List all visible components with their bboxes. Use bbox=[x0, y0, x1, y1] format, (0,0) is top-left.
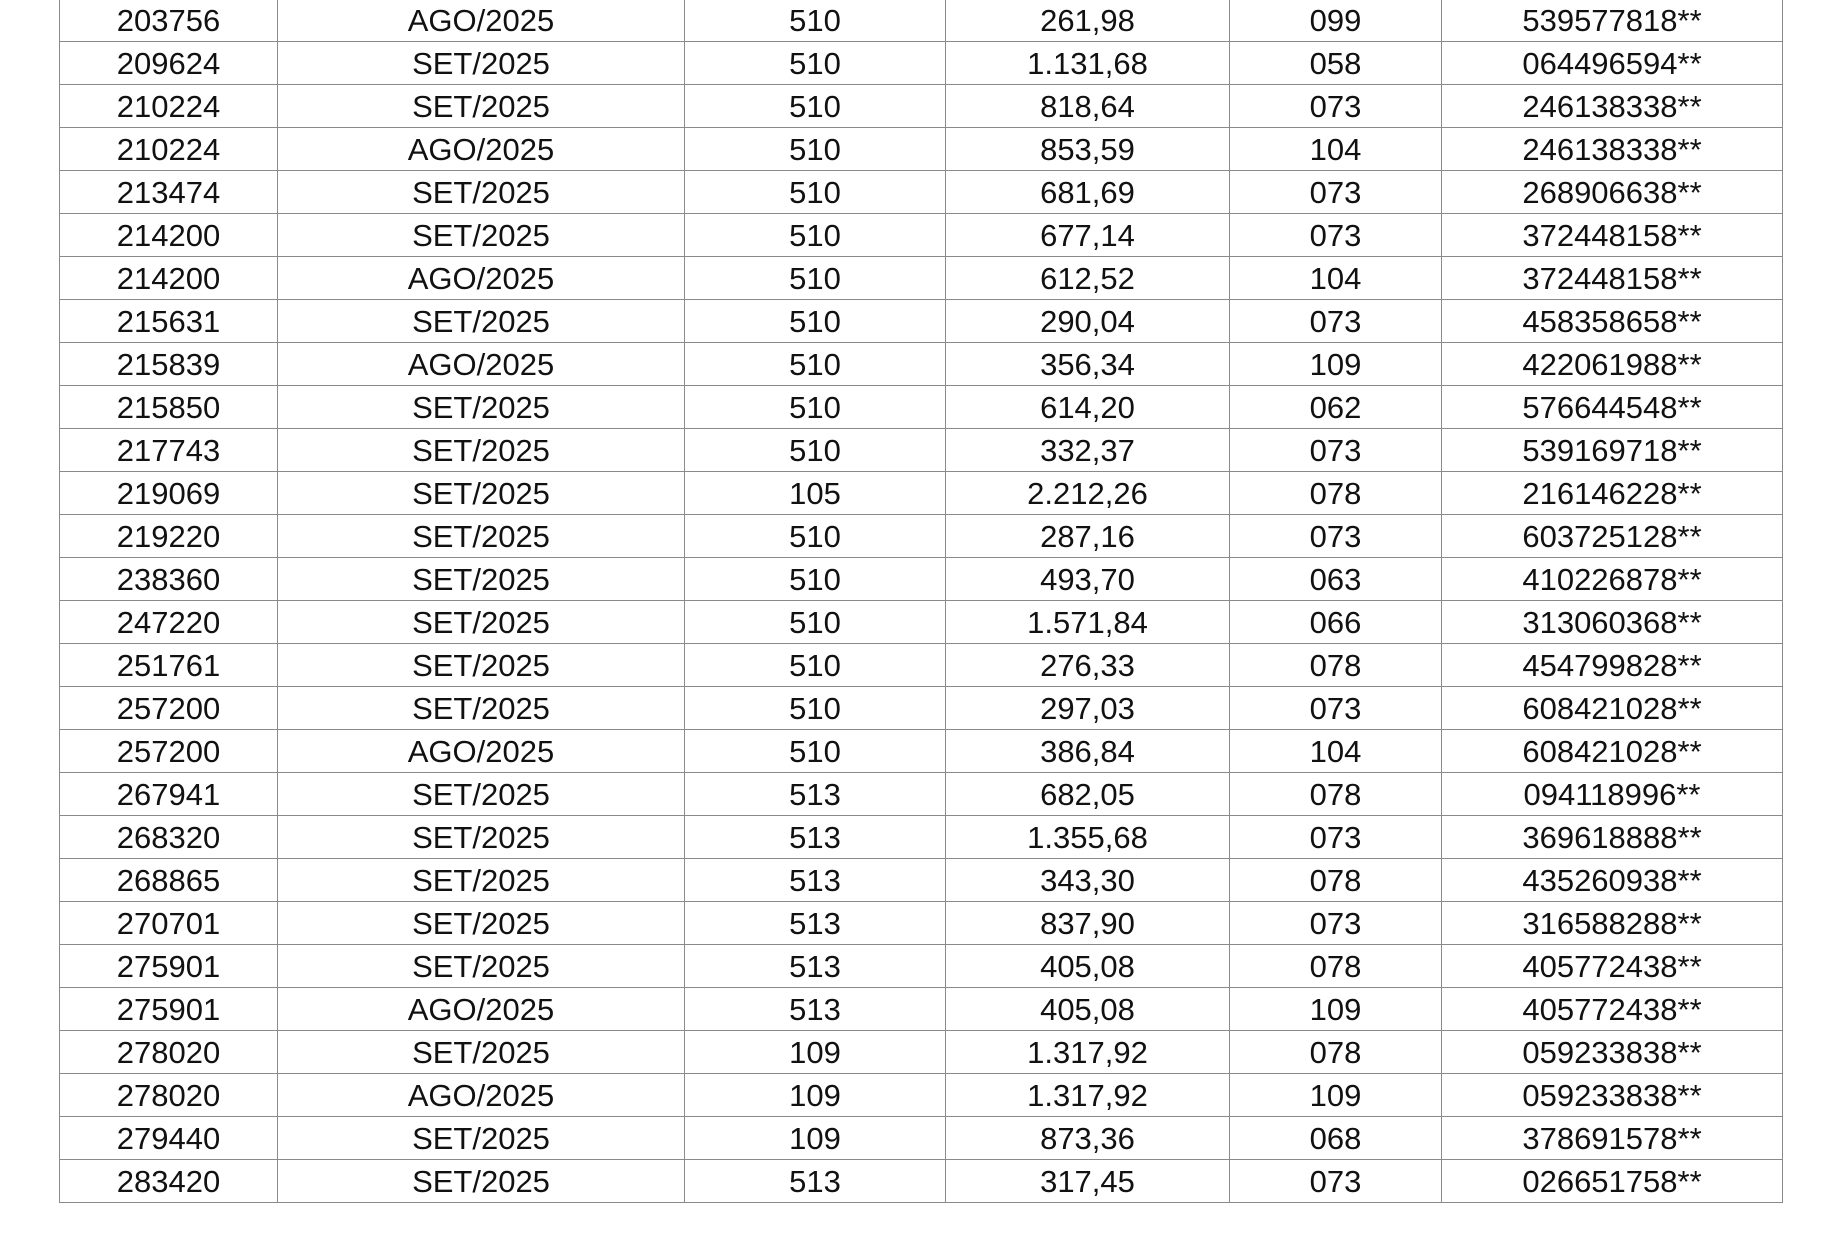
period-cell: SET/2025 bbox=[278, 687, 685, 730]
period-cell: AGO/2025 bbox=[278, 128, 685, 171]
period-cell: SET/2025 bbox=[278, 386, 685, 429]
masked-doc-cell: 410226878** bbox=[1442, 558, 1783, 601]
code-cell: 109 bbox=[685, 1117, 946, 1160]
code-cell: 513 bbox=[685, 902, 946, 945]
id-cell: 283420 bbox=[60, 1160, 278, 1203]
masked-doc-cell: 246138338** bbox=[1442, 85, 1783, 128]
number-cell: 073 bbox=[1230, 429, 1442, 472]
id-cell: 257200 bbox=[60, 730, 278, 773]
number-cell: 109 bbox=[1230, 1074, 1442, 1117]
table-row bbox=[60, 472, 1783, 515]
amount-cell: 493,70 bbox=[946, 558, 1230, 601]
number-cell: 063 bbox=[1230, 558, 1442, 601]
masked-doc-cell: 608421028** bbox=[1442, 730, 1783, 773]
number-cell: 104 bbox=[1230, 128, 1442, 171]
code-cell: 510 bbox=[685, 386, 946, 429]
code-cell: 510 bbox=[685, 85, 946, 128]
id-cell: 267941 bbox=[60, 773, 278, 816]
table-row bbox=[60, 386, 1783, 429]
table-row bbox=[60, 601, 1783, 644]
code-cell: 510 bbox=[685, 687, 946, 730]
code-cell: 510 bbox=[685, 730, 946, 773]
code-cell: 510 bbox=[685, 42, 946, 85]
number-cell: 073 bbox=[1230, 214, 1442, 257]
table-row bbox=[60, 42, 1783, 85]
number-cell: 104 bbox=[1230, 730, 1442, 773]
number-cell: 062 bbox=[1230, 386, 1442, 429]
number-cell: 073 bbox=[1230, 902, 1442, 945]
id-cell: 209624 bbox=[60, 42, 278, 85]
table-row bbox=[60, 1031, 1783, 1074]
period-cell: SET/2025 bbox=[278, 558, 685, 601]
masked-doc-cell: 246138338** bbox=[1442, 128, 1783, 171]
table-row bbox=[60, 0, 1783, 42]
amount-cell: 287,16 bbox=[946, 515, 1230, 558]
id-cell: 247220 bbox=[60, 601, 278, 644]
masked-doc-cell: 059233838** bbox=[1442, 1074, 1783, 1117]
period-cell: SET/2025 bbox=[278, 1117, 685, 1160]
code-cell: 513 bbox=[685, 988, 946, 1031]
masked-doc-cell: 435260938** bbox=[1442, 859, 1783, 902]
id-cell: 217743 bbox=[60, 429, 278, 472]
masked-doc-cell: 372448158** bbox=[1442, 257, 1783, 300]
period-cell: SET/2025 bbox=[278, 300, 685, 343]
table-row bbox=[60, 773, 1783, 816]
amount-cell: 405,08 bbox=[946, 988, 1230, 1031]
number-cell: 078 bbox=[1230, 859, 1442, 902]
table-row bbox=[60, 644, 1783, 687]
code-cell: 510 bbox=[685, 257, 946, 300]
id-cell: 278020 bbox=[60, 1074, 278, 1117]
code-cell: 109 bbox=[685, 1074, 946, 1117]
period-cell: SET/2025 bbox=[278, 902, 685, 945]
masked-doc-cell: 313060368** bbox=[1442, 601, 1783, 644]
code-cell: 513 bbox=[685, 859, 946, 902]
period-cell: AGO/2025 bbox=[278, 257, 685, 300]
period-cell: SET/2025 bbox=[278, 85, 685, 128]
amount-cell: 297,03 bbox=[946, 687, 1230, 730]
id-cell: 215839 bbox=[60, 343, 278, 386]
amount-cell: 276,33 bbox=[946, 644, 1230, 687]
masked-doc-cell: 059233838** bbox=[1442, 1031, 1783, 1074]
id-cell: 279440 bbox=[60, 1117, 278, 1160]
amount-cell: 1.317,92 bbox=[946, 1074, 1230, 1117]
id-cell: 210224 bbox=[60, 128, 278, 171]
masked-doc-cell: 405772438** bbox=[1442, 988, 1783, 1031]
amount-cell: 1.131,68 bbox=[946, 42, 1230, 85]
number-cell: 073 bbox=[1230, 1160, 1442, 1203]
code-cell: 510 bbox=[685, 601, 946, 644]
period-cell: AGO/2025 bbox=[278, 1074, 685, 1117]
id-cell: 210224 bbox=[60, 85, 278, 128]
id-cell: 219220 bbox=[60, 515, 278, 558]
amount-cell: 1.571,84 bbox=[946, 601, 1230, 644]
id-cell: 275901 bbox=[60, 988, 278, 1031]
masked-doc-cell: 422061988** bbox=[1442, 343, 1783, 386]
period-cell: AGO/2025 bbox=[278, 0, 685, 42]
masked-doc-cell: 378691578** bbox=[1442, 1117, 1783, 1160]
id-cell: 270701 bbox=[60, 902, 278, 945]
period-cell: AGO/2025 bbox=[278, 988, 685, 1031]
code-cell: 513 bbox=[685, 945, 946, 988]
code-cell: 510 bbox=[685, 429, 946, 472]
period-cell: SET/2025 bbox=[278, 42, 685, 85]
number-cell: 078 bbox=[1230, 472, 1442, 515]
table-row bbox=[60, 429, 1783, 472]
masked-doc-cell: 608421028** bbox=[1442, 687, 1783, 730]
id-cell: 278020 bbox=[60, 1031, 278, 1074]
masked-doc-cell: 316588288** bbox=[1442, 902, 1783, 945]
table-row bbox=[60, 988, 1783, 1031]
id-cell: 251761 bbox=[60, 644, 278, 687]
amount-cell: 356,34 bbox=[946, 343, 1230, 386]
amount-cell: 677,14 bbox=[946, 214, 1230, 257]
masked-doc-cell: 539577818** bbox=[1442, 0, 1783, 42]
period-cell: SET/2025 bbox=[278, 644, 685, 687]
records-table bbox=[59, 0, 1783, 1203]
amount-cell: 261,98 bbox=[946, 0, 1230, 42]
number-cell: 073 bbox=[1230, 171, 1442, 214]
amount-cell: 2.212,26 bbox=[946, 472, 1230, 515]
code-cell: 510 bbox=[685, 0, 946, 42]
period-cell: SET/2025 bbox=[278, 816, 685, 859]
id-cell: 257200 bbox=[60, 687, 278, 730]
amount-cell: 612,52 bbox=[946, 257, 1230, 300]
masked-doc-cell: 405772438** bbox=[1442, 945, 1783, 988]
table-row bbox=[60, 945, 1783, 988]
masked-doc-cell: 094118996** bbox=[1442, 773, 1783, 816]
masked-doc-cell: 216146228** bbox=[1442, 472, 1783, 515]
amount-cell: 681,69 bbox=[946, 171, 1230, 214]
number-cell: 078 bbox=[1230, 773, 1442, 816]
amount-cell: 837,90 bbox=[946, 902, 1230, 945]
masked-doc-cell: 458358658** bbox=[1442, 300, 1783, 343]
id-cell: 268320 bbox=[60, 816, 278, 859]
masked-doc-cell: 372448158** bbox=[1442, 214, 1783, 257]
table-row bbox=[60, 1117, 1783, 1160]
masked-doc-cell: 454799828** bbox=[1442, 644, 1783, 687]
table-row bbox=[60, 515, 1783, 558]
masked-doc-cell: 026651758** bbox=[1442, 1160, 1783, 1203]
id-cell: 214200 bbox=[60, 214, 278, 257]
id-cell: 268865 bbox=[60, 859, 278, 902]
table-row bbox=[60, 128, 1783, 171]
number-cell: 058 bbox=[1230, 42, 1442, 85]
period-cell: SET/2025 bbox=[278, 1160, 685, 1203]
period-cell: AGO/2025 bbox=[278, 730, 685, 773]
period-cell: SET/2025 bbox=[278, 1031, 685, 1074]
id-cell: 238360 bbox=[60, 558, 278, 601]
masked-doc-cell: 576644548** bbox=[1442, 386, 1783, 429]
table-row bbox=[60, 1074, 1783, 1117]
table-row bbox=[60, 171, 1783, 214]
number-cell: 073 bbox=[1230, 515, 1442, 558]
number-cell: 109 bbox=[1230, 343, 1442, 386]
code-cell: 510 bbox=[685, 214, 946, 257]
table-row bbox=[60, 902, 1783, 945]
amount-cell: 1.355,68 bbox=[946, 816, 1230, 859]
number-cell: 109 bbox=[1230, 988, 1442, 1031]
amount-cell: 386,84 bbox=[946, 730, 1230, 773]
amount-cell: 853,59 bbox=[946, 128, 1230, 171]
table-row bbox=[60, 859, 1783, 902]
code-cell: 510 bbox=[685, 300, 946, 343]
id-cell: 275901 bbox=[60, 945, 278, 988]
amount-cell: 818,64 bbox=[946, 85, 1230, 128]
number-cell: 099 bbox=[1230, 0, 1442, 42]
id-cell: 219069 bbox=[60, 472, 278, 515]
masked-doc-cell: 268906638** bbox=[1442, 171, 1783, 214]
table-row bbox=[60, 687, 1783, 730]
code-cell: 105 bbox=[685, 472, 946, 515]
number-cell: 078 bbox=[1230, 644, 1442, 687]
code-cell: 510 bbox=[685, 558, 946, 601]
period-cell: AGO/2025 bbox=[278, 343, 685, 386]
code-cell: 510 bbox=[685, 171, 946, 214]
number-cell: 104 bbox=[1230, 257, 1442, 300]
period-cell: SET/2025 bbox=[278, 472, 685, 515]
amount-cell: 405,08 bbox=[946, 945, 1230, 988]
table-row bbox=[60, 343, 1783, 386]
period-cell: SET/2025 bbox=[278, 945, 685, 988]
code-cell: 513 bbox=[685, 1160, 946, 1203]
masked-doc-cell: 539169718** bbox=[1442, 429, 1783, 472]
amount-cell: 682,05 bbox=[946, 773, 1230, 816]
number-cell: 078 bbox=[1230, 945, 1442, 988]
number-cell: 073 bbox=[1230, 687, 1442, 730]
table-row bbox=[60, 816, 1783, 859]
number-cell: 073 bbox=[1230, 816, 1442, 859]
id-cell: 214200 bbox=[60, 257, 278, 300]
table-row bbox=[60, 730, 1783, 773]
amount-cell: 332,37 bbox=[946, 429, 1230, 472]
number-cell: 078 bbox=[1230, 1031, 1442, 1074]
code-cell: 510 bbox=[685, 644, 946, 687]
table-row bbox=[60, 85, 1783, 128]
code-cell: 510 bbox=[685, 515, 946, 558]
table-row bbox=[60, 300, 1783, 343]
id-cell: 203756 bbox=[60, 0, 278, 42]
period-cell: SET/2025 bbox=[278, 429, 685, 472]
table-row bbox=[60, 558, 1783, 601]
id-cell: 215631 bbox=[60, 300, 278, 343]
number-cell: 073 bbox=[1230, 85, 1442, 128]
period-cell: SET/2025 bbox=[278, 859, 685, 902]
amount-cell: 1.317,92 bbox=[946, 1031, 1230, 1074]
number-cell: 066 bbox=[1230, 601, 1442, 644]
amount-cell: 873,36 bbox=[946, 1117, 1230, 1160]
period-cell: SET/2025 bbox=[278, 773, 685, 816]
code-cell: 510 bbox=[685, 343, 946, 386]
number-cell: 073 bbox=[1230, 300, 1442, 343]
records-table-body bbox=[60, 0, 1783, 1203]
amount-cell: 317,45 bbox=[946, 1160, 1230, 1203]
masked-doc-cell: 064496594** bbox=[1442, 42, 1783, 85]
code-cell: 513 bbox=[685, 816, 946, 859]
period-cell: SET/2025 bbox=[278, 515, 685, 558]
code-cell: 513 bbox=[685, 773, 946, 816]
amount-cell: 290,04 bbox=[946, 300, 1230, 343]
id-cell: 215850 bbox=[60, 386, 278, 429]
code-cell: 109 bbox=[685, 1031, 946, 1074]
number-cell: 068 bbox=[1230, 1117, 1442, 1160]
amount-cell: 614,20 bbox=[946, 386, 1230, 429]
period-cell: SET/2025 bbox=[278, 171, 685, 214]
amount-cell: 343,30 bbox=[946, 859, 1230, 902]
table-row bbox=[60, 1160, 1783, 1203]
code-cell: 510 bbox=[685, 128, 946, 171]
id-cell: 213474 bbox=[60, 171, 278, 214]
masked-doc-cell: 603725128** bbox=[1442, 515, 1783, 558]
period-cell: SET/2025 bbox=[278, 601, 685, 644]
period-cell: SET/2025 bbox=[278, 214, 685, 257]
masked-doc-cell: 369618888** bbox=[1442, 816, 1783, 859]
table-row bbox=[60, 214, 1783, 257]
table-row bbox=[60, 257, 1783, 300]
